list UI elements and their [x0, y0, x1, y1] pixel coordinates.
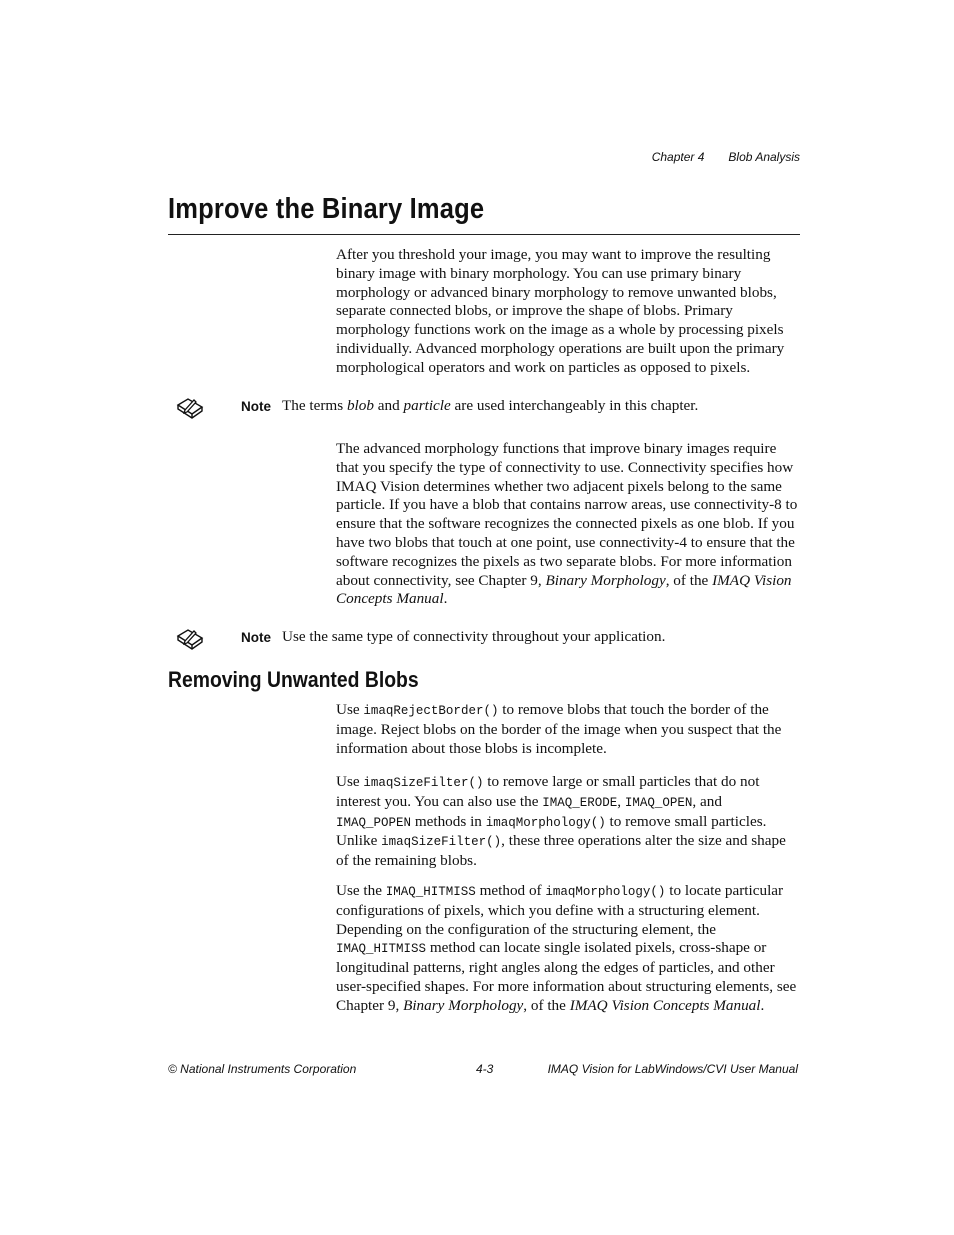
- code-erode: IMAQ_ERODE: [542, 795, 618, 810]
- note-pad-pencil-icon: [176, 627, 204, 651]
- code-morphology-2: imaqMorphology(): [545, 885, 666, 899]
- page-title: Improve the Binary Image: [168, 193, 485, 225]
- code-open: IMAQ_OPEN: [624, 795, 693, 810]
- footer-page-number: 4-3: [476, 1062, 494, 1076]
- running-header: [652, 150, 800, 164]
- footer-copyright: © National Instruments Corporation: [168, 1062, 357, 1076]
- reject-border-paragraph: Use imaqRejectBorder() to remove blobs that touch the border of the image. Reject blobs on the border of the image when you suspect that the information about those blobs is incomplete.: [336, 701, 782, 757]
- note-label: Note: [241, 630, 271, 645]
- footer-manual-title: IMAQ Vision for LabWindows/CVI User Manual: [547, 1062, 798, 1076]
- code-hitmiss-2: IMAQ_HITMISS: [336, 942, 427, 957]
- note-text: Use the same type of connectivity throughout your application.: [282, 628, 666, 645]
- code-hitmiss: IMAQ_HITMISS: [385, 885, 476, 899]
- code-popen: IMAQ_POPEN: [336, 815, 412, 830]
- intro-paragraph: After you threshold your image, you may want to improve the resulting binary image with binary morphology. You can use primary binary morphology or advanced binary morphology to remove unwanted blobs, separate connected blobs, or improve the shape of blobs. Primary morphology functions work on the image as a whole by processing pixels individually. Advanced morphology operations are built upon the primary morphological operators and work on particles as opposed to pixels.: [336, 246, 785, 376]
- title-rule: [168, 234, 800, 235]
- note-text: The terms blob and particle are used interchangeably in this chapter.: [282, 397, 699, 414]
- section-title: Removing Unwanted Blobs: [168, 667, 419, 692]
- code-reject-border: imaqRejectBorder(): [363, 704, 499, 718]
- hitmiss-paragraph: Use the IMAQ_HITMISS method of imaqMorphology() to locate particular configurations of pixels, which you define with a structuring element. Depending on the configuration of the structuring element, the IMAQ_HITMISS method can locate single isolated pixels, cross-shape or longitudinal patterns, right angles along the edges of particles, and other user-specified shapes. For more information about structuring elements, see Chapter 9, Binary Morphology, of the IMAQ Vision Concepts Manual.: [336, 882, 797, 1014]
- code-size-filter-2: imaqSizeFilter(): [381, 835, 502, 850]
- size-filter-paragraph: Use imaqSizeFilter() to remove large or small particles that do not interest you. You can also use the IMAQ_ERODE, IMAQ_OPEN, and IMAQ_POPEN methods in imaqMorphology() to remove small particles. Unlike imaqSizeFilter(), these three operations alter the size and shape of the remaining blobs.: [336, 773, 786, 870]
- header-section: Blob Analysis: [728, 150, 800, 164]
- code-size-filter: imaqSizeFilter(): [363, 776, 484, 790]
- header-chapter: Chapter 4: [651, 150, 705, 164]
- connectivity-paragraph: The advanced morphology functions that improve binary images require that you specify the type of connectivity to use. Connectivity specifies how IMAQ Vision determines whether two adjacent pixels belong to the same particle. If you have a blob that contains narrow areas, use connectivity-8 to ensure that the software recognizes the connected pixels as one blob. If you have two blobs that touch at one point, use connectivity-4 to ensure that the software recognizes the pixels as two separate blobs. For more information about connectivity, see Chapter 9, Binary Morphology, of the IMAQ Vision Concepts Manual.: [336, 440, 798, 608]
- code-morphology: imaqMorphology(): [485, 815, 606, 830]
- note-1: [176, 396, 800, 424]
- note-label: Note: [241, 399, 271, 414]
- note-pad-pencil-icon: [176, 396, 204, 420]
- note-2: [176, 627, 800, 655]
